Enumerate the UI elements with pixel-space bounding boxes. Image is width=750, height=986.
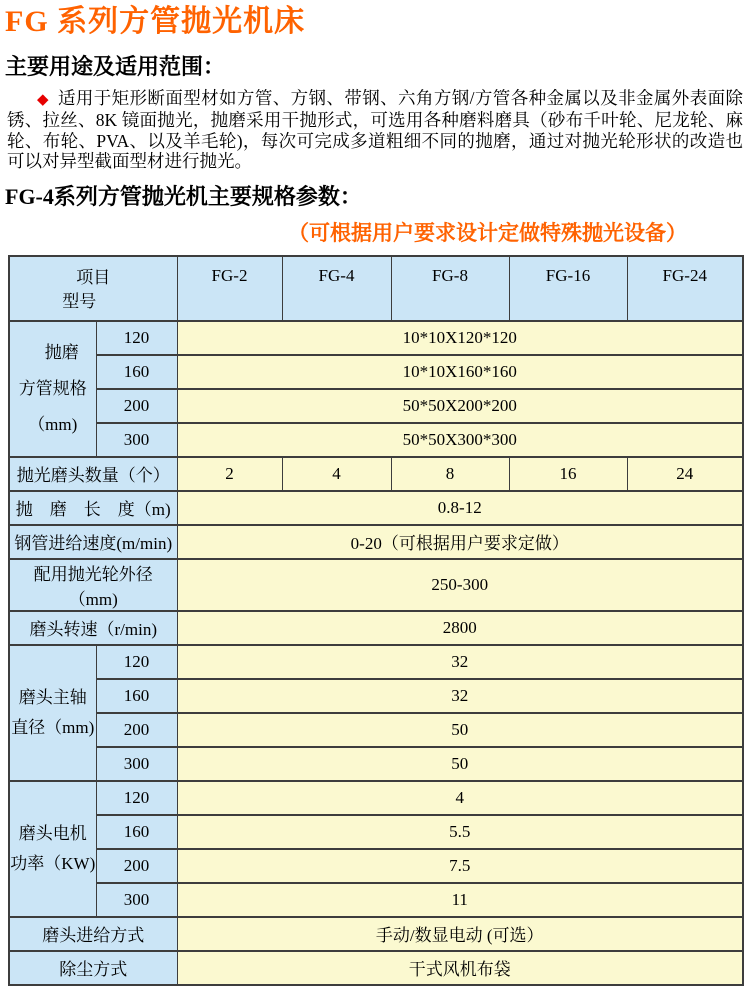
custom-note: （可根据用户要求设计定做特殊抛光设备） xyxy=(288,220,687,245)
table-row xyxy=(9,389,743,423)
intro-paragraph xyxy=(7,88,743,172)
spec-value: 10*10X120*120 xyxy=(177,321,743,355)
table-row xyxy=(9,747,743,781)
spec-value: 5.5 xyxy=(177,815,743,849)
spec-value: 干式风机布袋 xyxy=(177,951,743,985)
row-label: 抛 磨 长 度（m) xyxy=(9,491,177,525)
table-row xyxy=(9,611,743,645)
tube-spec-group-label: 抛磨 方管规格 （mm) xyxy=(9,321,96,457)
row-label: 磨头进给方式 xyxy=(9,917,177,951)
spec-value: 4 xyxy=(282,457,391,491)
row-label: 钢管进给速度(m/min) xyxy=(9,525,177,559)
spec-value: 50 xyxy=(177,747,743,781)
row-label: 配用抛光轮外径（mm) xyxy=(9,559,177,611)
spec-value: 16 xyxy=(509,457,627,491)
spindle-diameter-group-label: 磨头主轴 直径（mm) xyxy=(9,645,96,781)
usage-heading: 主要用途及适用范围： xyxy=(5,54,226,79)
spec-value: 2800 xyxy=(177,611,743,645)
table-row xyxy=(9,645,743,679)
size-label: 120 xyxy=(96,781,177,815)
table-row xyxy=(9,781,743,815)
table-row xyxy=(9,321,743,355)
motor-power-group-label: 磨头电机 功率（KW) xyxy=(9,781,96,917)
table-row xyxy=(9,525,743,559)
spec-heading: FG-4系列方管抛光机主要规格参数： xyxy=(5,183,362,209)
size-label: 120 xyxy=(96,645,177,679)
row-label: 除尘方式 xyxy=(9,951,177,985)
size-label: 160 xyxy=(96,679,177,713)
spec-value: 0-20（可根据用户要求定做） xyxy=(177,525,743,559)
column-header-fg24: FG-24 xyxy=(627,256,743,321)
spec-value: 32 xyxy=(177,679,743,713)
spec-value: 250-300 xyxy=(177,559,743,611)
size-label: 300 xyxy=(96,423,177,457)
table-row xyxy=(9,457,743,491)
table-row xyxy=(9,423,743,457)
corner-label-model: 型号 xyxy=(62,291,97,311)
table-row xyxy=(9,679,743,713)
size-label: 300 xyxy=(96,883,177,917)
table-row xyxy=(9,951,743,985)
spec-table xyxy=(8,255,744,986)
table-row xyxy=(9,559,743,611)
spec-value: 10*10X160*160 xyxy=(177,355,743,389)
spec-value: 手动/数显电动 (可选） xyxy=(177,917,743,951)
heads-count-label: 抛光磨头数量（个） xyxy=(9,457,177,491)
spec-value: 50 xyxy=(177,713,743,747)
size-label: 120 xyxy=(96,321,177,355)
diamond-bullet-icon: ◆ xyxy=(37,92,49,108)
table-row xyxy=(9,883,743,917)
column-header-fg16: FG-16 xyxy=(509,256,627,321)
table-row xyxy=(9,491,743,525)
column-header-fg4: FG-4 xyxy=(282,256,391,321)
page xyxy=(0,5,750,986)
size-label: 200 xyxy=(96,849,177,883)
page-title: FG 系列方管抛光机床 xyxy=(5,5,306,38)
corner-header-cell xyxy=(9,256,177,321)
spec-value: 50*50X300*300 xyxy=(177,423,743,457)
size-label: 160 xyxy=(96,355,177,389)
spec-value: 8 xyxy=(391,457,509,491)
intro-text: 适用于矩形断面型材如方管、方钢、带钢、六角方钢/方管各种金属以及非金属外表面除锈、拉丝、8K 镜面抛光，抛磨采用干抛形式，可选用各种磨料磨具（砂布千叶轮、尼龙轮、麻轮、布轮、PVA、以及羊毛轮)，每次可完成多道粗细不同的抛磨，通过对抛光轮形状的改造也可以对异型截面型材进行抛光。 xyxy=(7,88,743,172)
column-header-fg2: FG-2 xyxy=(177,256,282,321)
spec-value: 32 xyxy=(177,645,743,679)
size-label: 200 xyxy=(96,713,177,747)
table-row xyxy=(9,713,743,747)
spec-value: 7.5 xyxy=(177,849,743,883)
size-label: 160 xyxy=(96,815,177,849)
spec-value: 24 xyxy=(627,457,743,491)
table-row xyxy=(9,917,743,951)
spec-value: 11 xyxy=(177,883,743,917)
column-header-fg8: FG-8 xyxy=(391,256,509,321)
spec-value: 2 xyxy=(177,457,282,491)
spec-value: 0.8-12 xyxy=(177,491,743,525)
size-label: 200 xyxy=(96,389,177,423)
table-header-row xyxy=(9,256,743,321)
spec-value: 50*50X200*200 xyxy=(177,389,743,423)
spec-value: 4 xyxy=(177,781,743,815)
table-row xyxy=(9,849,743,883)
size-label: 300 xyxy=(96,747,177,781)
corner-label-item: 项目 xyxy=(76,267,111,287)
row-label: 磨头转速（r/min) xyxy=(9,611,177,645)
table-row xyxy=(9,355,743,389)
